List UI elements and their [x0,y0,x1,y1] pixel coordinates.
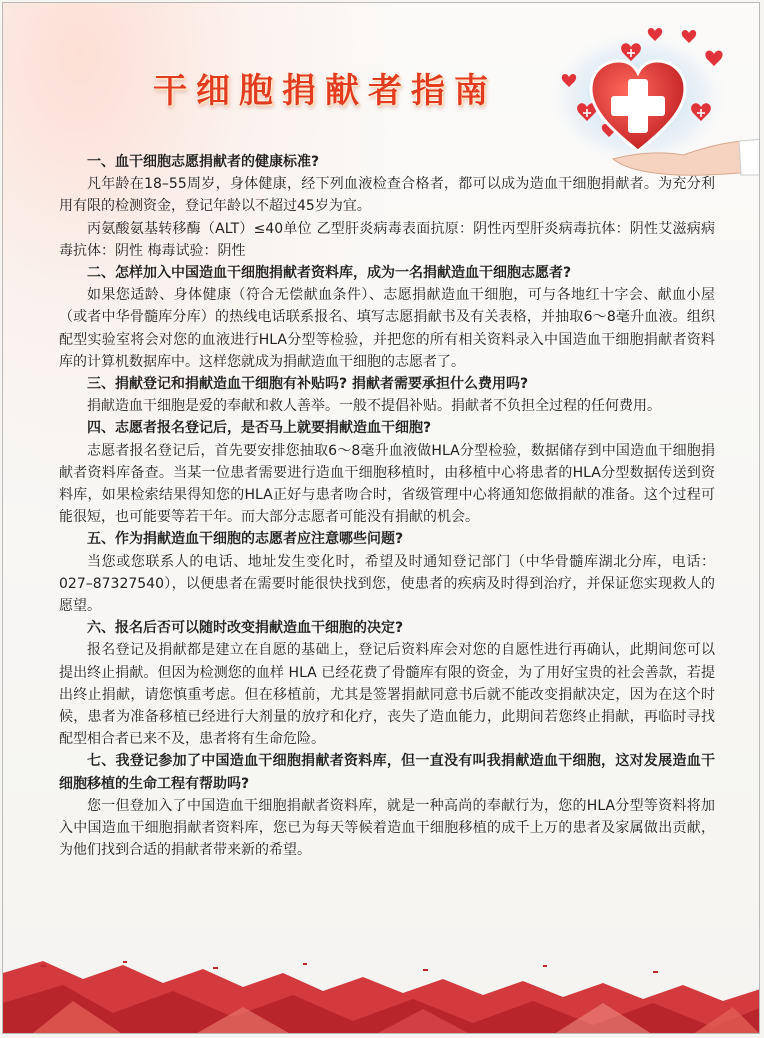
section-3-answer: 捐献造血干细胞是爱的奉献和救人善举。一般不提倡补贴。捐献者不负担全过程的任何费用。 [87,398,661,415]
section-4-answer: 志愿者报名登记后，首先要安排您抽取6～8毫升血液做HLA分型检验，数据储存到中国造血干细胞捐献者资料库备查。当某一位患者需要进行造血干细胞移植时，由移植中心将患者的HLA分型数据传送到资料库，如果检索结果得知您的HLA正好与患者吻合时，省级管理中心将通知您做捐献的准备。这个过程可能很短，也可能要等若干年。而大部分志愿者可能没有捐献的机会。 [59,442,715,526]
section-7-question: 七、我登记参加了中国造血干细胞捐献者资料库，但一直没有叫我捐献造血干细胞，这对发展造血干细胞移植的生命工程有帮助吗? [59,753,715,792]
section-2-question: 二、怎样加入中国造血干细胞捐献者资料库，成为一名捐献造血干细胞志愿者? [87,265,572,282]
section-5-answer: 当您或您联系人的电话、地址发生变化时，希望及时通知登记部门（中华骨髓库湖北分库，电话：027–87327540），以便患者在需要时能很快找到您，使患者的疾病及时得到治疗，并保证您实现救人的愿望。 [59,553,715,615]
section-4-question: 四、志愿者报名登记后，是否马上就要捐献造血干细胞? [87,420,432,437]
section-1-answer-1: 凡年龄在18–55周岁，身体健康，经下列血液检查合格者，都可以成为造血干细胞捐献者。为充分利用有限的检测资金，登记年龄以不超过45岁为宜。 [59,176,715,215]
section-1-question: 一、血干细胞志愿捐献者的健康标准? [87,154,320,170]
footer-decoration [3,943,760,1034]
section-6-answer: 报名登记及捐献都是建立在自愿的基础上，登记后资料库会对您的自愿性进行再确认，此期间您可以提出终止捐献。但因为检测您的血样 HLA 已经花费了骨髓库有限的资金，为了用好宝贵的社会善款，若提出终止捐献，请您慎重考虑。但在移植前，尤其是签署捐献同意书后就不能改变捐献决定，因为在这个时候，患者为准备移植已经进行大剂量的放疗和化疗，丧失了造血能力，此期间若您终止捐献，再临时寻找配型相合者已来不及，患者将有生命危险。 [59,642,715,748]
section-6-question: 六、报名后否可以随时改变捐献造血干细胞的决定? [87,620,404,637]
poster-frame [2,2,760,1034]
guide-body [59,151,715,862]
section-2-answer: 如果您适龄、身体健康（符合无偿献血条件）、志愿捐献造血干细胞，可与各地红十字会、献血小屋（或者中华骨髓库分库）的热线电话联系报名、填写志愿捐献书及有关表格，并抽取6～8毫升血液。组织配型实验室将会对您的血液进行HLA分型等检验，并把您的所有相关资料录入中国造血干细胞捐献者资料库的计算机数据库中。这样您就成为捐献造血干细胞的志愿者了。 [59,287,715,370]
section-3-question: 三、捐献登记和捐献造血干细胞有补贴吗? 捐献者需要承担什么费用吗? [87,376,529,393]
section-1-answer-2: 丙氨酸氨基转移酶（ALT）≤40单位 乙型肝炎病毒表面抗原：阴性丙型肝炎病毒抗体：阴性艾滋病病毒抗体：阴性 梅毒试验：阴性 [59,220,715,259]
section-5-question: 五、作为捐献造血干细胞的志愿者应注意哪些问题? [87,531,404,548]
page-title: 干细胞捐献者指南 [153,71,497,111]
section-7-answer: 您一但登加入了中国造血干细胞捐献者资料库，就是一种高尚的奉献行为，您的HLA分型等资料将加入中国造血干细胞捐献者资料库，您已为每天等候着造血干细胞移植的成千上万的患者及家属做出贡献，为他们找到合适的捐献者带来新的希望。 [59,797,715,859]
